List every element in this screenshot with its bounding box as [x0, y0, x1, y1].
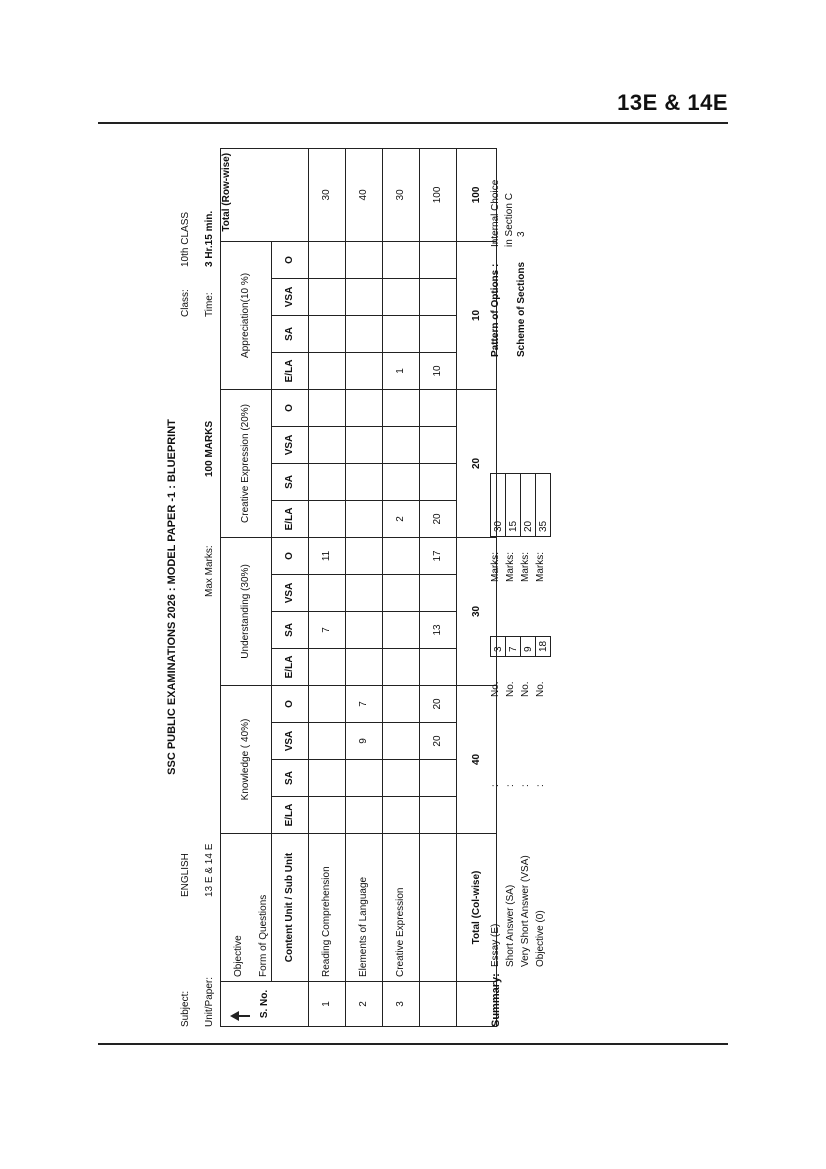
- col-total: 30: [456, 537, 496, 685]
- unit-label: Unit/Paper:: [204, 976, 215, 1027]
- row-cell: 1: [382, 352, 419, 389]
- row-cell: [419, 389, 456, 426]
- summary-colon: :: [505, 784, 516, 787]
- row-cell: [308, 723, 345, 760]
- row-cell: [308, 278, 345, 315]
- row-unit: Reading Comprehension: [308, 834, 345, 982]
- sub-header: SA: [271, 463, 308, 500]
- sub-header: VSA: [271, 723, 308, 760]
- row-cell: 2: [382, 500, 419, 537]
- unit-value: 13 E & 14 E: [204, 843, 215, 897]
- summary-item-name: Very Short Answer (VSA): [520, 855, 531, 967]
- summary-no-table: [490, 636, 551, 657]
- summary-marks: 20: [521, 474, 536, 537]
- row-cell: [382, 611, 419, 648]
- row-cell: [419, 463, 456, 500]
- arrow-up-icon: [230, 1011, 239, 1021]
- row-cell: [308, 463, 345, 500]
- row-cell: [345, 611, 382, 648]
- options-value: Internal Choice: [490, 179, 501, 247]
- group-creative: Creative Expression (20%): [221, 389, 272, 537]
- row-total: 30: [382, 148, 419, 241]
- summary-item-name: Essay (E): [490, 923, 501, 967]
- row-cell: [308, 241, 345, 278]
- group-understanding: Understanding (30%): [221, 537, 272, 685]
- table-row: [382, 148, 419, 1026]
- total-col-header: Total (Col-wise): [456, 834, 496, 982]
- row-unit: Creative Expression: [382, 834, 419, 982]
- row-cell: [308, 500, 345, 537]
- group-knowledge: Knowledge ( 40%): [221, 685, 272, 833]
- row-cell: [345, 574, 382, 611]
- sections-value: 3: [516, 231, 527, 237]
- row-cell: [308, 574, 345, 611]
- row-cell: [382, 760, 419, 797]
- subject-value: ENGLISH: [180, 853, 191, 897]
- sub-header: O: [271, 389, 308, 426]
- row-cell: [419, 315, 456, 352]
- summary-colon: :: [535, 784, 546, 787]
- row-cell: 10: [419, 352, 456, 389]
- row-cell: [345, 537, 382, 574]
- row-cell: [345, 797, 382, 834]
- row-cell: [382, 278, 419, 315]
- row-cell: 13: [419, 611, 456, 648]
- class-value: 10th CLASS: [180, 211, 191, 267]
- summary-colon: :: [520, 784, 531, 787]
- row-cell: [308, 315, 345, 352]
- row-cell: 20: [419, 723, 456, 760]
- class-label: Class:: [180, 289, 191, 317]
- row-cell: [382, 241, 419, 278]
- row-total: 30: [308, 148, 345, 241]
- row-cell: [308, 760, 345, 797]
- summary-colon: :: [490, 784, 501, 787]
- max-marks-label: Max Marks:: [204, 545, 215, 597]
- sub-header: E/LA: [271, 500, 308, 537]
- summary-no-label: No.: [505, 681, 516, 697]
- row-cell: [419, 241, 456, 278]
- row-total: 40: [345, 148, 382, 241]
- options-label: Pattern of Options :: [490, 263, 501, 357]
- sub-header: O: [271, 685, 308, 722]
- row-cell: [345, 241, 382, 278]
- summary-marks: 30: [491, 474, 506, 537]
- page-title: SSC PUBLIC EXAMINATIONS 2026 : MODEL PAPER -1 : BLUEPRINT: [166, 419, 178, 775]
- sub-header: SA: [271, 760, 308, 797]
- row-cell: [382, 537, 419, 574]
- summary-marks-label: Marks:: [520, 552, 531, 582]
- sub-header: O: [271, 241, 308, 278]
- row-cell: [345, 648, 382, 685]
- sub-header: VSA: [271, 426, 308, 463]
- row-cell: [382, 685, 419, 722]
- summary-no-label: No.: [520, 681, 531, 697]
- row-cell: [308, 648, 345, 685]
- summary-label: Summary:: [490, 973, 502, 1027]
- row-cell: [382, 648, 419, 685]
- row-cell: [419, 426, 456, 463]
- row-cell: [345, 278, 382, 315]
- summary-no-label: No.: [490, 681, 501, 697]
- row-cell: [345, 463, 382, 500]
- top-rule: [98, 122, 728, 124]
- sub-header: O: [271, 537, 308, 574]
- summary-no-label: No.: [535, 681, 546, 697]
- row-cell: [345, 500, 382, 537]
- row-cell: 11: [308, 537, 345, 574]
- row-cell: 20: [419, 685, 456, 722]
- sno-header: S. No.: [221, 982, 309, 1027]
- blueprint-table: [220, 148, 497, 1027]
- sub-header: E/LA: [271, 797, 308, 834]
- row-cell: [308, 426, 345, 463]
- row-cell: [345, 389, 382, 426]
- options-value-2: in Section C: [504, 193, 515, 247]
- header-code: 13E & 14E: [617, 90, 728, 115]
- max-marks-value: 100 MARKS: [204, 420, 215, 477]
- summary-marks: 35: [536, 474, 551, 537]
- objective-label: Objective: [233, 935, 245, 977]
- row-cell: 17: [419, 537, 456, 574]
- content-header: Content Unit / Sub Unit: [271, 834, 308, 982]
- row-sno: 2: [345, 982, 382, 1027]
- col-total: 10: [456, 241, 496, 389]
- row-cell: 20: [419, 500, 456, 537]
- sub-header: SA: [271, 315, 308, 352]
- row-cell: [308, 685, 345, 722]
- row-cell: [382, 426, 419, 463]
- row-total: 100: [419, 148, 456, 241]
- summary-marks-label: Marks:: [505, 552, 516, 582]
- row-cell: [345, 352, 382, 389]
- summary-no: 9: [521, 636, 536, 656]
- row-cell: [308, 389, 345, 426]
- table-row: [345, 148, 382, 1026]
- row-cell: [345, 760, 382, 797]
- row-unit: Elements of Language: [345, 834, 382, 982]
- time-label: Time:: [204, 292, 215, 317]
- row-cell: [382, 463, 419, 500]
- row-cell: [382, 389, 419, 426]
- sections-label: Scheme of Sections: [516, 261, 527, 357]
- sub-header: SA: [271, 611, 308, 648]
- summary-item-name: Objective (0): [535, 910, 546, 967]
- row-sno: [419, 982, 456, 1027]
- row-cell: [308, 352, 345, 389]
- row-sno: 1: [308, 982, 345, 1027]
- blueprint-page: [160, 152, 612, 1037]
- row-cell: [382, 797, 419, 834]
- row-unit: [419, 834, 456, 982]
- sub-header: VSA: [271, 278, 308, 315]
- row-cell: [419, 278, 456, 315]
- subject-label: Subject:: [180, 990, 191, 1027]
- summary-no: 3: [491, 636, 506, 656]
- total-row-header: Total (Row-wise): [221, 148, 309, 241]
- summary-item-name: Short Answer (SA): [505, 884, 516, 967]
- sub-header: E/LA: [271, 352, 308, 389]
- summary-no: 7: [506, 636, 521, 656]
- row-cell: [419, 797, 456, 834]
- grand-total: 100: [456, 148, 496, 241]
- row-cell: [382, 315, 419, 352]
- summary-marks-label: Marks:: [490, 552, 501, 582]
- row-cell: [382, 723, 419, 760]
- row-cell: [419, 574, 456, 611]
- summary-marks-table: [490, 473, 551, 537]
- row-cell: 7: [308, 611, 345, 648]
- table-row: [419, 148, 456, 1026]
- row-cell: 7: [345, 685, 382, 722]
- row-cell: [345, 426, 382, 463]
- bottom-rule: [98, 1043, 728, 1045]
- row-cell: [382, 574, 419, 611]
- group-appreciation: Appreciation(10 %): [221, 241, 272, 389]
- summary-no: 18: [536, 636, 551, 656]
- row-cell: [419, 648, 456, 685]
- objective-header: [221, 834, 257, 982]
- summary-marks: 15: [506, 474, 521, 537]
- row-cell: 9: [345, 723, 382, 760]
- table-row: [308, 148, 345, 1026]
- row-cell: [419, 760, 456, 797]
- col-total: 20: [456, 389, 496, 537]
- time-value: 3 Hr.15 min.: [204, 210, 215, 267]
- col-total: 40: [456, 685, 496, 833]
- form-header: Form of Questions: [257, 834, 272, 982]
- row-cell: [345, 315, 382, 352]
- row-cell: [308, 797, 345, 834]
- sub-header: E/LA: [271, 648, 308, 685]
- summary-marks-label: Marks:: [535, 552, 546, 582]
- row-sno: 3: [382, 982, 419, 1027]
- sub-header: VSA: [271, 574, 308, 611]
